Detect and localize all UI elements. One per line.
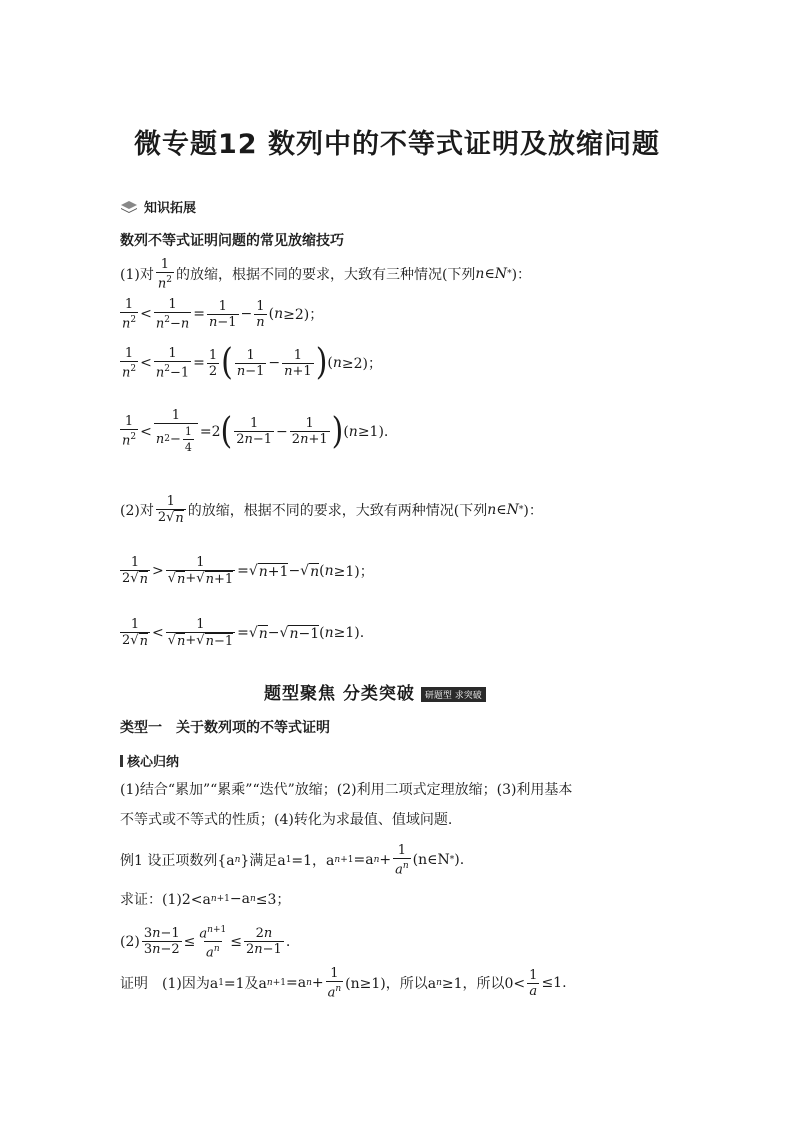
part2-intro: (2)对 1 2√ n 的放缩，根据不同的要求，大致有两种情况(下列 n∈N * )： <box>120 494 543 526</box>
formula-1: $\frac{1}{n^2}$ < $\frac{1}{n^2-n}$ = $\frac{1}{n-1}$ − $\frac{1}{n}$ ( n ≥2)； <box>122 297 324 332</box>
layers-icon <box>120 200 138 214</box>
type1-heading: 类型一 关于数列项的不等式证明 <box>120 720 330 736</box>
subheading: 数列不等式证明问题的常见放缩技巧 <box>120 233 344 249</box>
formula-5: 1 2√ n < 1 √ n +√ n−1 = √ n − √ n−1 ( n ≥1). <box>122 617 365 649</box>
part1-intro: (1)对 $\frac{1}{n^2}$ 的放缩，根据不同的要求，大致有三种情况(下列 n∈N * )： <box>120 257 532 292</box>
example-1: 例1 设正项数列{a n }满足a 1 =1，a n+1 =a n + $\frac{1}{a^n}$ (n∈N * ). <box>120 843 465 878</box>
formula-2: $\frac{1}{n^2}$ < $\frac{1}{n^2-1}$ = $\frac{1}{2}$ ( $\frac{1}{n-1}$ − $\frac{1}{n+1}$ ) ( n ≥2)； <box>122 341 383 384</box>
formula-3: $\frac{1}{n^2}$ < 1 n 2 − $\frac{1}{4}$ =2 ( $\frac{1}{2n-1}$ − $\frac{1}{2n+1}$ ) ( n ≥1). <box>122 408 389 454</box>
formula-4: 1 2√ n > 1 √ n +√ n+1 = √ n+1 − √ n ( n ≥1)； <box>122 555 374 587</box>
banner-tag: 研题型 求突破 <box>421 687 486 702</box>
prove-2: (2) $\frac{3n-1}{3n-2}$ ≤ $\frac{a^{n+1}}{a^n}$ ≤ $\frac{2n}{2n-1}$ . <box>120 925 291 961</box>
prove-1: 求证：(1)2<a n+1 −a n ≤3； <box>120 891 291 908</box>
frac-1-over-n2: $\frac{1}{n^2}$ <box>157 257 172 292</box>
page-title: 微专题12 数列中的不等式证明及放缩问题 <box>134 129 660 160</box>
bar-icon <box>120 755 123 767</box>
core-line-1: (1)结合“累加”“累乘”“迭代”放缩；(2)利用二项式定理放缩；(3)利用基本 <box>120 782 573 798</box>
core-heading: 核心归纳 <box>120 751 179 770</box>
core-line-2: 不等式或不等式的性质；(4)转化为求最值、值域问题. <box>120 812 453 828</box>
proof: 证明 (1)因为a 1 =1及a n+1 =a n + $\frac{1}{a^n}$ (n≥1)，所以a n ≥1，所以0< $\frac{1}{a}$ ≤1. <box>120 966 567 1001</box>
banner: 题型聚焦 分类突破 研题型 求突破 <box>264 679 486 704</box>
knowledge-label: 知识拓展 <box>144 201 197 216</box>
knowledge-section <box>120 197 196 216</box>
